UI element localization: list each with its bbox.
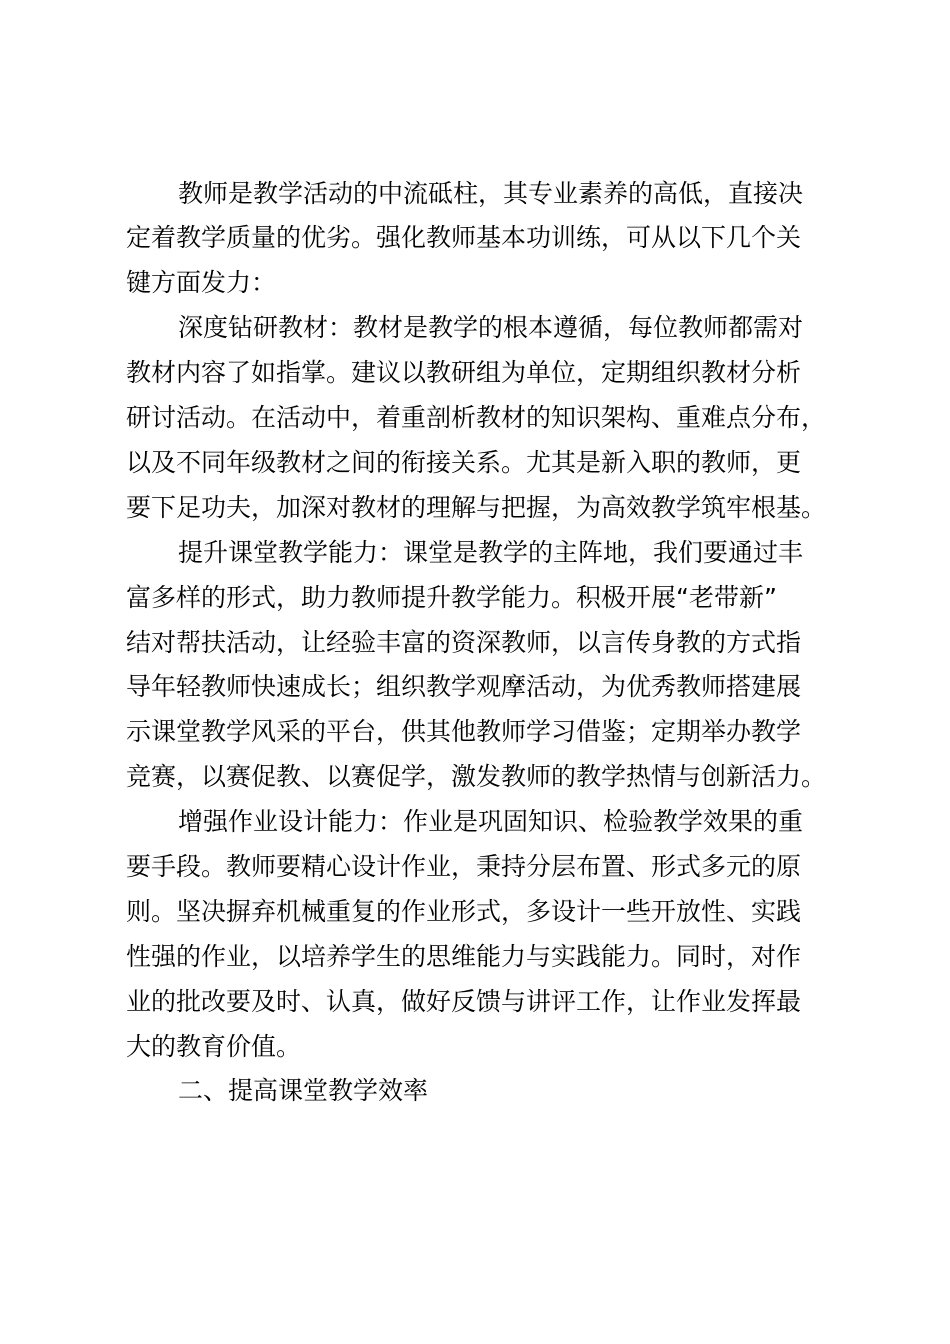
paragraph-line: 性强的作业，以培养学生的思维能力与实践能力。同时，对作	[126, 942, 802, 971]
paragraph-line: 教师是教学活动的中流砥柱，其专业素养的高低，直接决	[178, 179, 804, 208]
paragraph-line: 业的批改要及时、认真，做好反馈与讲评工作，让作业发挥最	[126, 987, 802, 1016]
section-heading: 二、提高课堂教学效率	[178, 1076, 429, 1105]
paragraph-line: 键方面发力：	[126, 268, 277, 297]
paragraph-line: 要下足功夫，加深对教材的理解与把握，为高效教学筑牢根基。	[126, 493, 827, 522]
paragraph-line: 研讨活动。在活动中，着重剖析教材的知识架构、重难点分布，	[126, 403, 827, 432]
paragraph-line: 教材内容了如指掌。建议以教研组为单位，定期组织教材分析	[126, 358, 802, 387]
paragraph-line: 提升课堂教学能力：课堂是教学的主阵地，我们要通过丰	[178, 538, 804, 567]
paragraph-line: 深度钻研教材：教材是教学的根本遵循，每位教师都需对	[178, 313, 804, 342]
paragraph-line: 导年轻教师快速成长；组织教学观摩活动，为优秀教师搭建展	[126, 672, 802, 701]
paragraph-line: 增强作业设计能力：作业是巩固知识、检验教学效果的重	[178, 807, 804, 836]
paragraph-line: 大的教育价值。	[126, 1032, 302, 1061]
paragraph-line: 结对帮扶活动，让经验丰富的资深教师，以言传身教的方式指	[126, 628, 802, 657]
paragraph-line: 则。坚决摒弃机械重复的作业形式，多设计一些开放性、实践	[126, 897, 802, 926]
paragraph-line: 以及不同年级教材之间的衔接关系。尤其是新入职的教师，更	[126, 448, 802, 477]
paragraph-line: 竞赛，以赛促教、以赛促学，激发教师的教学热情与创新活力。	[126, 762, 827, 791]
paragraph-line: 要手段。教师要精心设计作业，秉持分层布置、形式多元的原	[126, 852, 802, 881]
paragraph-line: 富多样的形式，助力教师提升教学能力。积极开展“老带新”	[126, 583, 777, 612]
paragraph-line: 示课堂教学风采的平台，供其他教师学习借鉴；定期举办教学	[126, 717, 802, 746]
paragraph-line: 定着教学质量的优劣。强化教师基本功训练，可从以下几个关	[126, 223, 802, 252]
